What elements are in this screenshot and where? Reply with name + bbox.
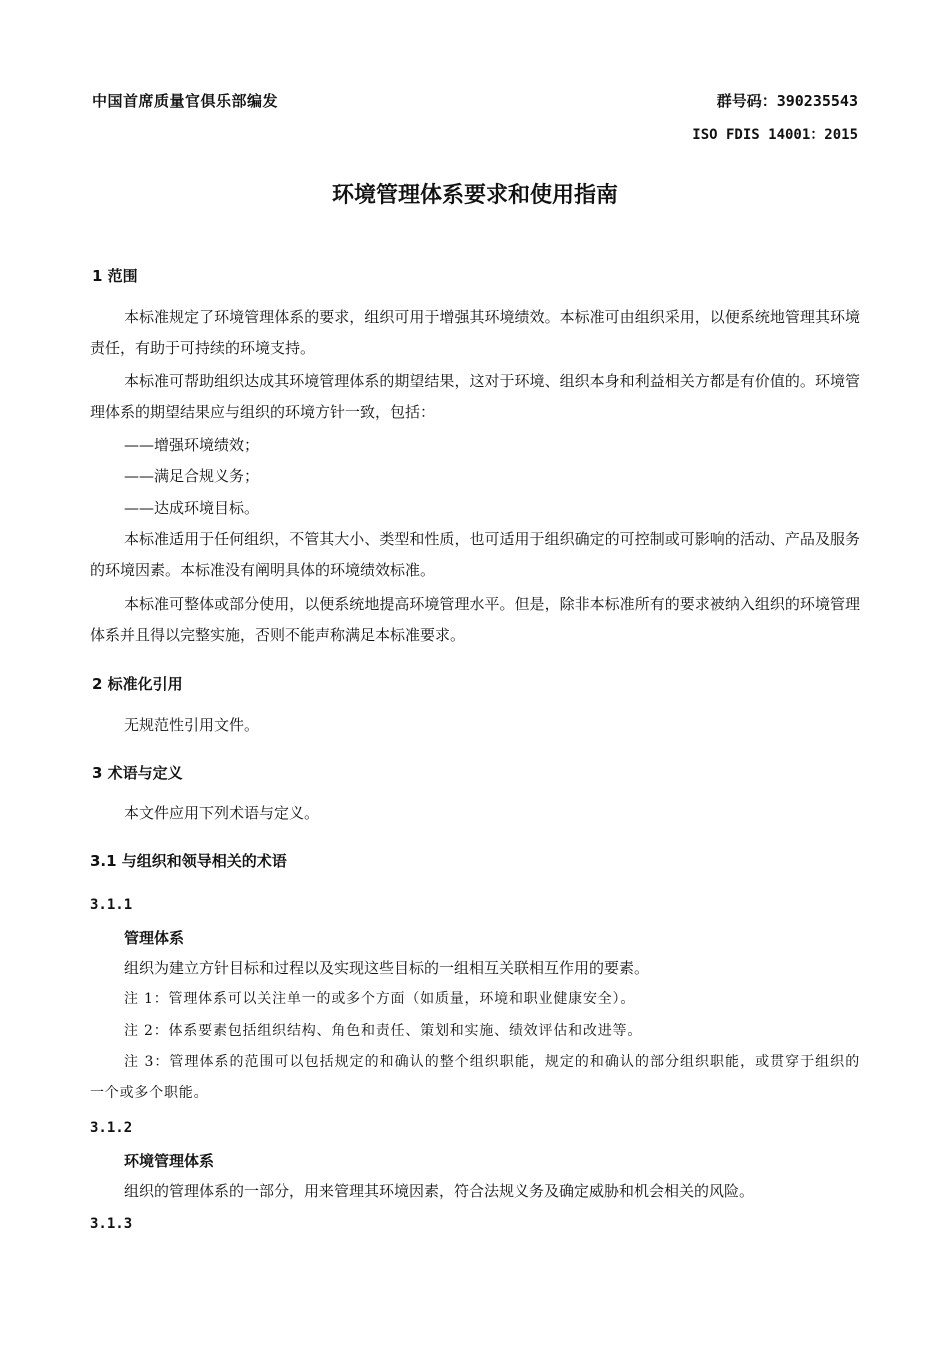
section-2-heading: 2 标准化引用 [92, 675, 183, 693]
section-2-paragraph-1: 无规范性引用文件。 [124, 716, 260, 734]
term-note: 注 1：管理体系可以关注单一的或多个方面（如质量，环境和职业健康安全）。 [124, 991, 636, 1007]
term-title: 环境管理体系 [124, 1152, 215, 1170]
term-definition: 组织为建立方针目标和过程以及实现这些目标的一组相互关联相互作用的要素。 [124, 959, 650, 977]
section-1-paragraph-3: 本标准适用于任何组织，不管其大小、类型和性质，也可适用于组织确定的可控制或可影响的活动、产品及服务的环境因素。本标准没有阐明具体的环境绩效标准。 [90, 530, 860, 579]
document-title: 环境管理体系要求和使用指南 [331, 183, 618, 208]
term-number: 3.1.3 [90, 1216, 133, 1232]
header-group-code: 群号码：390235543 [716, 92, 858, 110]
term-note: 注 2：体系要素包括组织结构、角色和责任、策划和实施、绩效评估和改进等。 [124, 1023, 643, 1039]
section-1-heading: 1 范围 [92, 267, 138, 285]
term-title: 管理体系 [124, 929, 185, 947]
header-publisher: 中国首席质量官俱乐部编发 [92, 92, 279, 110]
list-item: ——满足合规义务； [124, 467, 260, 485]
term-number: 3.1.2 [90, 1120, 133, 1136]
list-item: ——增强环境绩效； [124, 436, 260, 454]
section-3-paragraph-1: 本文件应用下列术语与定义。 [124, 804, 320, 822]
term-definition: 组织的管理体系的一部分，用来管理其环境因素，符合法规义务及确定威胁和机会相关的风险。 [124, 1182, 755, 1200]
term-number: 3.1.1 [90, 897, 133, 913]
section-1-paragraph-2: 本标准可帮助组织达成其环境管理体系的期望结果，这对于环境、组织本身和利益相关方都是有价值的。环境管理体系的期望结果应与组织的环境方针一致，包括： [90, 372, 860, 421]
section-1-paragraph-1: 本标准规定了环境管理体系的要求，组织可用于增强其环境绩效。本标准可由组织采用，以便系统地管理其环境责任，有助于可持续的环境支持。 [90, 308, 860, 357]
section-3-heading: 3 术语与定义 [92, 764, 183, 782]
term-note: 注 3：管理体系的范围可以包括规定的和确认的整个组织职能，规定的和确认的部分组织职能，或贯穿于组织的一个或多个职能。 [90, 1054, 860, 1101]
subsection-3-1-heading: 3.1 与组织和领导相关的术语 [90, 852, 287, 870]
section-1-paragraph-4: 本标准可整体或部分使用，以便系统地提高环境管理水平。但是，除非本标准所有的要求被纳入组织的环境管理体系并且得以完整实施，否则不能声称满足本标准要求。 [90, 595, 860, 644]
list-item: ——达成环境目标。 [124, 499, 260, 517]
header-standard: ISO FDIS 14001：2015 [692, 127, 858, 143]
